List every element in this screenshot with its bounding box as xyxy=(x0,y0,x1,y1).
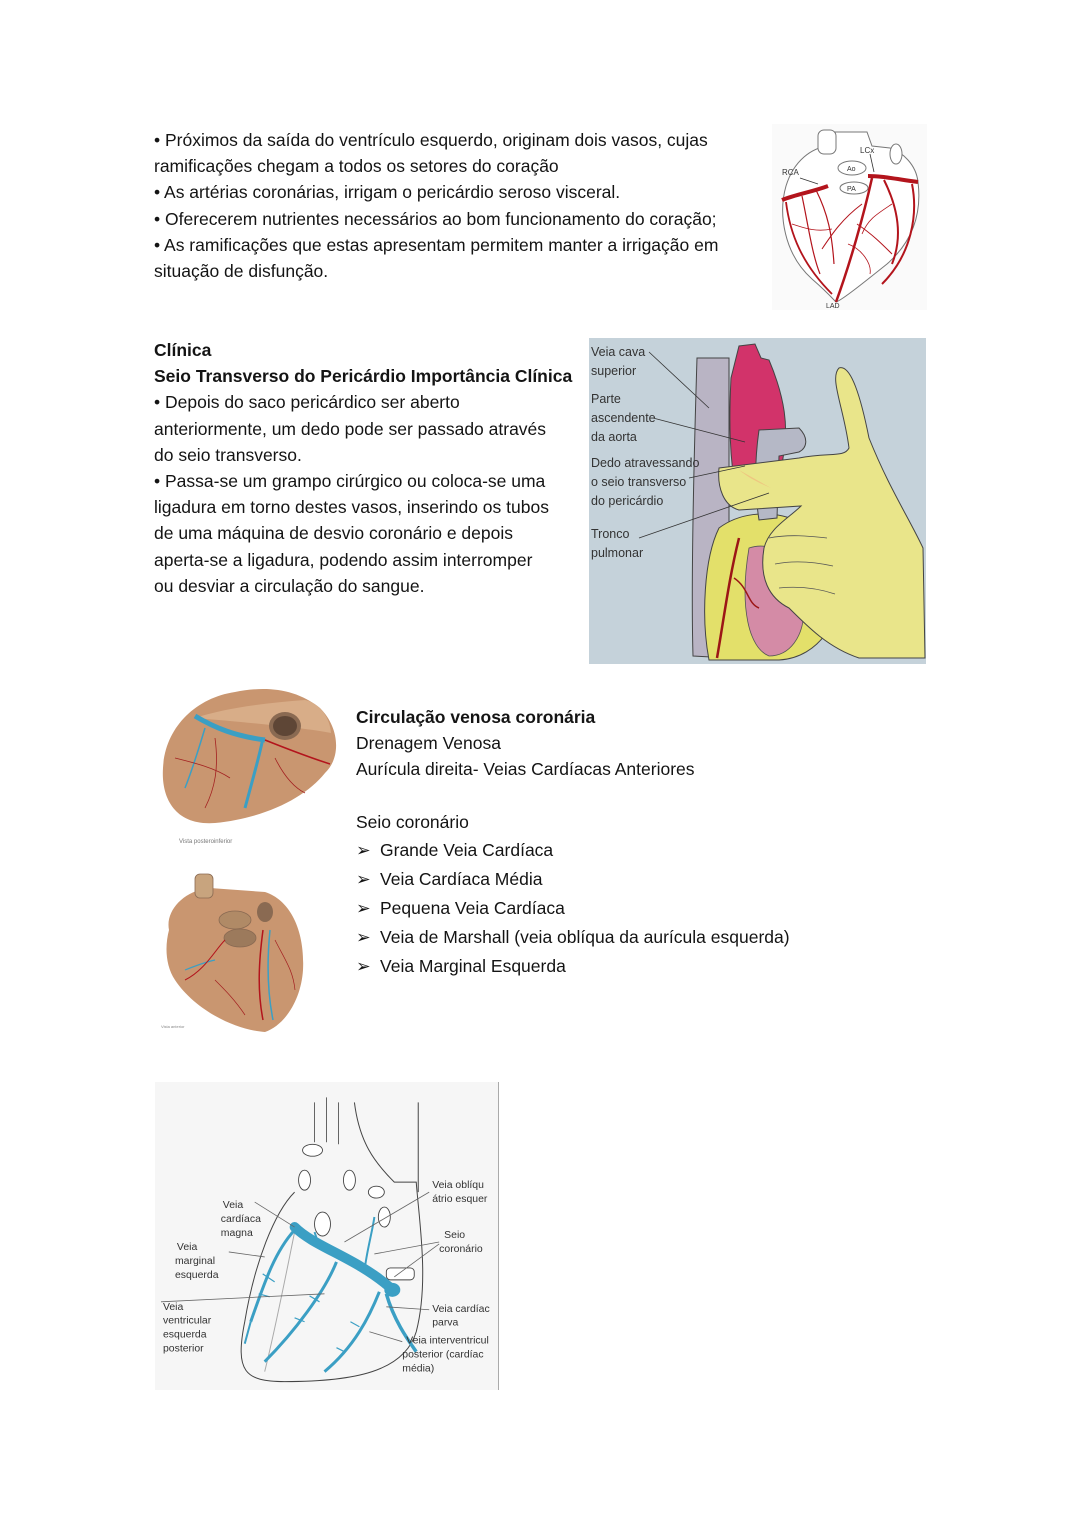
text-line: de uma máquina de desvio coronário e depois xyxy=(154,523,513,544)
coronary-veins-drawing xyxy=(155,1082,498,1390)
text-line: ramificações chegam a todos os setores do coração xyxy=(154,156,559,177)
arrow-bullet-icon: ➢ xyxy=(356,869,371,889)
text-line: ou desviar a circulação do sangue. xyxy=(154,575,425,596)
caption-vista-anterior: Vista anterior xyxy=(161,1024,185,1029)
text-line: Drenagem Venosa xyxy=(356,733,501,754)
sinus-title: Seio coronário xyxy=(356,811,469,832)
label-rca: RCA xyxy=(782,168,799,177)
label-interventricular-3: média) xyxy=(402,1363,435,1375)
list-item: ➢ Veia Cardíaca Média xyxy=(356,865,826,894)
label-magna-2: cardíaca xyxy=(220,1214,261,1226)
label-marginal-2: marginal xyxy=(174,1255,216,1267)
caption-vista-posteroinferior: Vista posteroinferior xyxy=(179,839,233,845)
coronary-arteries-paragraph xyxy=(154,127,754,284)
text-line: ligadura em torno destes vasos, inserindo os tubos xyxy=(154,497,549,518)
label-ventricular-3: esquerda xyxy=(162,1329,207,1341)
text-line: • Oferecerem nutrientes necessários ao bom funcionamento do coração; xyxy=(154,208,717,229)
venous-circulation-text xyxy=(356,704,826,835)
label-parva-1: Veia cardíac xyxy=(432,1303,490,1315)
text-line: Aurícula direita- Veias Cardíacas Anteriores xyxy=(356,759,695,780)
text-line: • Passa-se um grampo cirúrgico ou coloca-se uma xyxy=(154,471,546,492)
spacer xyxy=(356,783,826,809)
label-dedo-1: Dedo atravessando xyxy=(591,456,700,470)
label-marginal-3: esquerda xyxy=(174,1269,219,1281)
label-tronco-1: Tronco xyxy=(591,527,630,541)
transverse-sinus-figure xyxy=(589,338,926,664)
label-obliqua-1: Veia oblíqu xyxy=(432,1180,484,1192)
arrow-bullet-icon: ➢ xyxy=(356,927,371,947)
label-magna-1: Veia xyxy=(222,1200,244,1212)
text-line: • Próximos da saída do ventrículo esquerdo, originam dois vasos, cujas xyxy=(154,130,708,150)
label-marginal-1: Veia xyxy=(176,1241,198,1253)
arrow-bullet-icon: ➢ xyxy=(356,840,371,860)
text-line: • As artérias coronárias, irrigam o pericárdio seroso visceral. xyxy=(154,182,621,203)
label-dedo-3: do pericárdio xyxy=(591,494,664,508)
label-seio-2: coronário xyxy=(439,1243,483,1255)
label-ventricular-1: Veia xyxy=(162,1301,184,1313)
label-seio-1: Seio xyxy=(444,1229,466,1241)
label-interventricular-1: Veia interventricul xyxy=(406,1335,489,1347)
list-item: ➢ Pequena Veia Cardíaca xyxy=(356,894,826,923)
section-subtitle: Seio Transverso do Pericárdio Importância Clínica xyxy=(154,366,573,387)
label-ventricular-2: ventricular xyxy=(162,1315,212,1327)
clinical-section-text xyxy=(154,337,574,599)
label-ventricular-4: posterior xyxy=(162,1343,204,1355)
section-title-venosa: Circulação venosa coronária xyxy=(356,707,596,727)
label-aorta-2: ascendente xyxy=(591,411,656,425)
section-title-clinica: Clínica xyxy=(154,340,212,360)
heart-posteroinferior-figure xyxy=(155,678,345,850)
heart-arteries-drawing xyxy=(772,124,927,310)
heart-anterior-figure xyxy=(155,870,310,1035)
heart-posteroinferior-image xyxy=(155,678,345,850)
text-line: anteriormente, um dedo pode ser passado através xyxy=(154,418,547,439)
arrow-bullet-icon: ➢ xyxy=(356,956,371,976)
text-line: situação de disfunção. xyxy=(154,261,329,282)
arrow-bullet-icon: ➢ xyxy=(356,898,371,918)
text-line: aperta-se a ligadura, podendo assim interromper xyxy=(154,549,533,570)
label-parva-2: parva xyxy=(432,1317,459,1329)
label-pa: PA xyxy=(847,186,856,193)
text-line: do seio transverso. xyxy=(154,444,302,465)
label-interventricular-2: posterior (cardíac xyxy=(402,1349,484,1361)
label-obliqua-2: átrio esquer xyxy=(432,1194,488,1206)
text-line: • As ramificações que estas apresentam permitem manter a irrigação em xyxy=(154,234,719,255)
label-lcx: LCx xyxy=(860,146,875,155)
coronary-arteries-figure xyxy=(772,124,927,310)
finger-through-sinus-drawing xyxy=(589,338,926,664)
label-aorta-1: Parte xyxy=(591,392,621,406)
list-item: ➢ Grande Veia Cardíaca xyxy=(356,836,826,865)
label-dedo-2: o seio transverso xyxy=(591,475,687,489)
label-magna-3: magna xyxy=(220,1228,253,1239)
label-lad: LAD xyxy=(826,303,840,310)
list-item: ➢ Veia Marginal Esquerda xyxy=(356,952,826,981)
text-line: • Depois do saco pericárdico ser aberto xyxy=(154,392,460,413)
label-tronco-2: pulmonar xyxy=(591,546,644,560)
label-ao: Ao xyxy=(847,166,856,173)
label-aorta-3: da aorta xyxy=(591,430,637,444)
coronary-sinus-list xyxy=(356,836,826,981)
label-veia-cava-1: Veia cava xyxy=(591,345,646,359)
heart-anterior-image xyxy=(155,870,310,1035)
list-item: ➢ Veia de Marshall (veia oblíqua da aurícula esquerda) xyxy=(356,923,826,952)
label-veia-cava-2: superior xyxy=(591,364,637,378)
coronary-veins-diagram xyxy=(155,1082,499,1390)
